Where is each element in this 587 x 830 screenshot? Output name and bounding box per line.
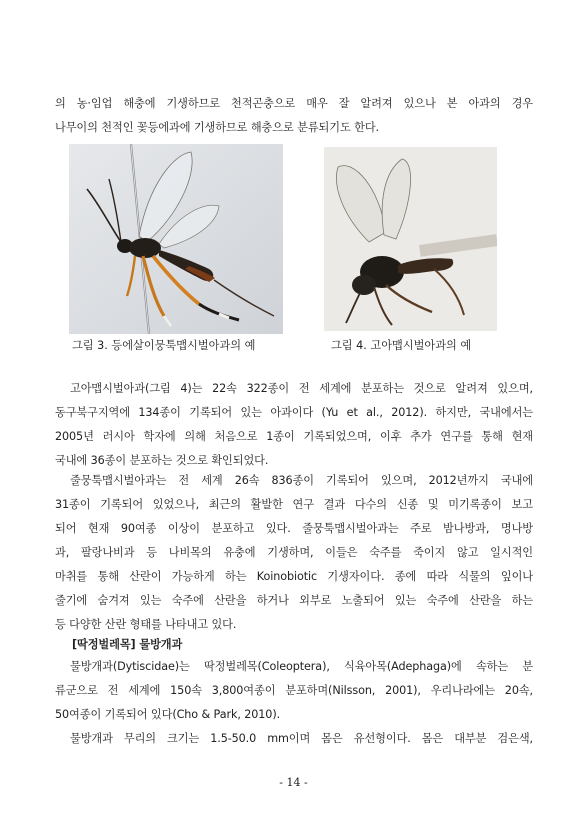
section-line-3: 50여종이 기록되어 있다(Cho & Park, 2010). — [55, 708, 281, 721]
para2-line-7: 등 다양한 산란 형태를 나타내고 있다. — [55, 618, 237, 631]
section-line-4: 물방개과 무리의 크기는 1.5-50.0 mm이며 몸은 유선형이다. 몸은 대부분 검은색, — [70, 732, 533, 745]
page-number: - 14 - — [279, 776, 308, 789]
para1-line-2: 동구북구지역에 134종이 기록되어 있는 아과이다 (Yu et al., 2012). 하지만, 국내에서는 — [55, 406, 533, 419]
para2-line-6: 줄기에 숨겨져 있는 숙주에 산란을 하거나 외부로 노출되어 있는 숙주에 산란을 하는 — [55, 594, 533, 607]
para2-line-1: 줄뭉툭맵시벌아과는 전 세계 26속 836종이 기록되어 있으며, 2012년까지 국내에 — [70, 474, 533, 487]
para2-line-5: 마취를 통해 산란이 가능하게 하는 Koinobiotic 기생자이다. 종에 따라 식물의 잎이나 — [55, 570, 533, 583]
section-line-2: 류군으로 전 세계에 150속 3,800여종이 분포하며(Nilsson, 2001), 우리나라에는 20속, — [55, 684, 533, 697]
para2-line-2: 31종이 기록되어 있었으나, 최근의 활발한 연구 결과 다수의 신종 및 미기록종이 보고 — [55, 498, 533, 511]
ichneumon-wasp-specimen-illustration — [324, 147, 497, 331]
para1-line-1: 고아맵시벌아과(그림 4)는 22속 322종이 전 세계에 분포하는 것으로 알려져 있으며, — [70, 382, 533, 395]
para2-line-4: 과, 팔랑나비과 등 나비목의 유충에 기생하며, 이들은 숙주를 죽이지 않고 일시적인 — [55, 546, 533, 559]
figure-4-caption: 그림 4. 고아맵시벌아과의 예 — [331, 339, 472, 352]
para2-line-3: 되어 현재 90여종 이상이 분포하고 있다. 줄뭉툭맵시벌아과는 주로 밤나방과, 명나방 — [55, 522, 533, 535]
figure-4-image — [324, 147, 497, 331]
para1-line-3: 2005년 러시아 학자에 의해 처음으로 1종이 기록되었으며, 이후 추가 연구를 통해 현재 — [55, 430, 533, 443]
figure-3-image — [69, 144, 283, 334]
ichneumon-wasp-pinned-illustration — [69, 144, 283, 334]
section-heading: [딱정벌레목] 물방개과 — [72, 638, 183, 651]
para1-line-4: 국내에 36종이 분포하는 것으로 확인되었다. — [55, 454, 269, 467]
figure-3-caption: 그림 3. 등에살이뭉툭맵시벌아과의 예 — [72, 339, 256, 352]
intro-line-2: 나무이의 천적인 꽃등에과에 기생하므로 해충으로 분류되기도 한다. — [55, 121, 379, 134]
intro-line-1: 의 농·임업 해충에 기생하므로 천적곤충으로 매우 잘 알려져 있으나 본 아과의 경우 — [55, 97, 533, 110]
section-line-1: 물방개과(Dytiscidae)는 딱정벌레목(Coleoptera), 식육아목(Adephaga)에 속하는 분 — [70, 660, 533, 673]
